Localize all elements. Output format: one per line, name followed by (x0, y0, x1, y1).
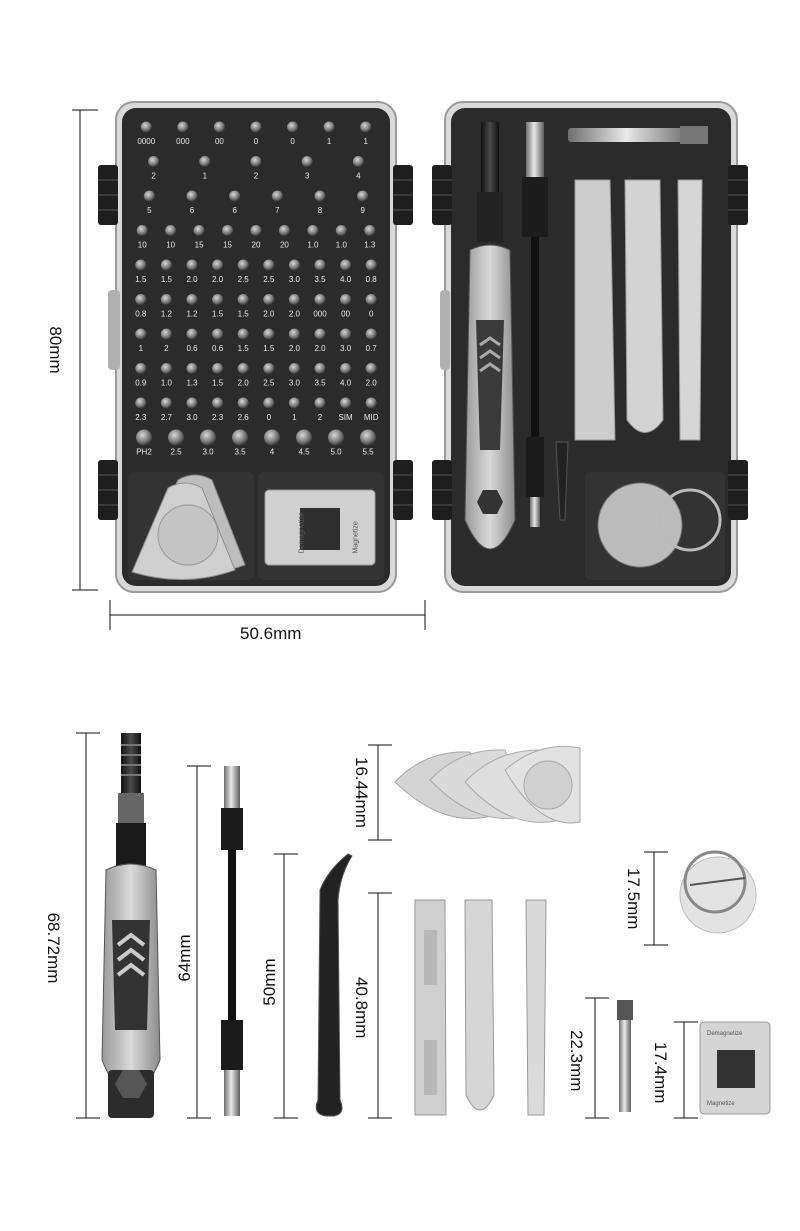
bit-size-label: 0 (368, 309, 374, 319)
bit-size-label: 3.5 (234, 447, 246, 457)
bit-size-label: 2.0 (365, 378, 377, 388)
bit-socket (336, 225, 347, 236)
bit-socket (177, 122, 188, 133)
bit-socket (199, 156, 210, 167)
bit-size-label: 1 (363, 137, 368, 146)
bit-size-label: 2.0 (288, 344, 300, 353)
bit-size-label: 6 (189, 206, 195, 215)
bit-socket (238, 398, 249, 409)
bit-size-label: 0000 (137, 137, 156, 146)
magnetizer-block-magnetize-label: Magnetize (707, 1101, 735, 1107)
bit-size-label: 3 (304, 171, 310, 181)
bit-size-label: 0.9 (135, 378, 147, 388)
bit-size-label: 2 (151, 171, 156, 181)
bit-socket (251, 225, 262, 236)
bit-socket (212, 398, 223, 409)
bit-size-label: 000 (313, 309, 327, 319)
bit-size-label: 00 (341, 309, 351, 319)
bit-socket (251, 156, 262, 167)
bit-size-label: 20 (251, 240, 261, 250)
bit-socket (340, 363, 351, 374)
bit-socket (148, 156, 159, 167)
bit-size-label: 1.5 (237, 344, 249, 353)
precision-screwdriver (102, 733, 160, 1118)
bit-size-label: 1.0 (160, 378, 172, 388)
bit-size-label: SIM (338, 413, 353, 422)
bit-socket (263, 363, 274, 374)
bit-size-label: 0.7 (365, 344, 377, 353)
bit-socket (187, 398, 198, 409)
bit-size-label: 2.5 (263, 378, 275, 388)
bit-socket (340, 398, 351, 409)
bit-socket (229, 191, 240, 202)
bit-size-label: 1.0 (307, 240, 319, 250)
bit-socket (357, 191, 368, 202)
bit-size-label: 2.0 (288, 309, 300, 319)
bit-socket (315, 363, 326, 374)
bit-size-label: 3.5 (314, 378, 326, 388)
bit-size-label: 1.5 (160, 275, 172, 284)
bit-socket (212, 294, 223, 305)
bit-size-label: MID (363, 413, 379, 422)
bit-socket (161, 398, 172, 409)
bit-adapter-in-case (568, 126, 708, 144)
bit-socket (366, 398, 377, 409)
bit-size-label: 1.5 (263, 344, 275, 353)
bit-size-label: 4 (269, 447, 275, 457)
bit-size-label: 4.0 (340, 275, 352, 284)
bit-size-label: 1.5 (237, 309, 249, 319)
bit-socket (296, 430, 312, 446)
bit-size-label: 3.5 (314, 275, 326, 284)
case-width-label: 50.6mm (240, 624, 302, 643)
bit-socket (187, 191, 198, 202)
bit-socket (214, 122, 225, 133)
bit-socket (136, 430, 152, 446)
bit-size-label: 2 (317, 413, 323, 422)
bit-size-label: 0.8 (365, 275, 377, 284)
bit-size-label: 00 (214, 137, 224, 146)
bit-socket (360, 122, 371, 133)
bit-size-label: 1.3 (186, 378, 198, 388)
bit-socket (187, 260, 198, 271)
bit-size-label: 0.6 (212, 344, 224, 353)
bit-size-label: PH2 (136, 447, 152, 457)
bit-size-label: 10 (166, 240, 176, 250)
bit-socket (263, 329, 274, 340)
bit-size-label: 1 (326, 137, 332, 146)
case-height-label: 80mm (46, 326, 65, 374)
bit-socket (187, 363, 198, 374)
bit-size-label: 3.0 (340, 344, 352, 353)
left-case (98, 102, 413, 592)
bit-socket (187, 294, 198, 305)
bit-size-label: 1.2 (186, 309, 198, 319)
bit-size-label: 20 (279, 240, 289, 250)
bit-size-label: 2.0 (314, 344, 326, 353)
tweezers-length-label: 50mm (260, 958, 279, 1006)
bit-socket (161, 329, 172, 340)
magnetizer-block-demagnetize-label: Demagnetize (707, 1031, 743, 1037)
bit-socket (212, 329, 223, 340)
bit-socket (289, 260, 300, 271)
bit-socket (328, 430, 344, 446)
bit-socket (353, 156, 364, 167)
bit-socket (168, 430, 184, 446)
bit-socket (135, 329, 146, 340)
bit-size-label: 9 (360, 206, 365, 215)
bit-socket (187, 329, 198, 340)
bit-socket (194, 225, 205, 236)
hex-bit-adapter (617, 1000, 633, 1112)
bit-size-label: 2.5 (170, 447, 182, 457)
bit-socket (279, 225, 290, 236)
bit-socket (135, 363, 146, 374)
bit-size-label: 5.0 (330, 447, 342, 457)
bit-size-label: 0 (266, 413, 272, 422)
opening-picks-set (395, 746, 580, 823)
bit-socket (340, 329, 351, 340)
screwdriver-length-label: 68.72mm (44, 912, 63, 984)
bit-socket (212, 260, 223, 271)
bit-size-label: 1 (202, 171, 208, 181)
bit-size-label: 1 (138, 344, 144, 353)
bit-size-label: 0 (290, 137, 295, 146)
magnetizer-demagnetize-label: Demagnetize (298, 512, 306, 554)
bit-size-label: 6 (232, 206, 237, 215)
spudgers-in-case (575, 180, 702, 440)
bit-socket (289, 294, 300, 305)
bit-socket (272, 191, 283, 202)
bit-size-label: 4.0 (340, 378, 352, 388)
bit-socket (315, 398, 326, 409)
bit-socket (315, 191, 326, 202)
bit-socket (141, 122, 152, 133)
bit-size-label: 2.7 (160, 413, 172, 422)
bit-socket (340, 294, 351, 305)
bit-size-label: 2.3 (135, 413, 147, 422)
bit-socket (366, 294, 377, 305)
picks-length-label: 16.44mm (352, 757, 371, 828)
bit-socket (263, 294, 274, 305)
right-case (432, 102, 748, 592)
bit-socket (366, 329, 377, 340)
bit-socket (238, 329, 249, 340)
bit-socket (161, 363, 172, 374)
bit-size-label: 5.5 (362, 447, 374, 457)
bit-size-label: 2.5 (237, 275, 249, 284)
extension-rod-length-label: 64mm (175, 934, 194, 982)
bit-size-label: 1.5 (212, 309, 224, 319)
magnetizer-magnetize-label: Magnetize (352, 521, 360, 554)
bit-size-label: 8 (317, 206, 323, 215)
bit-size-label: 0 (253, 137, 259, 146)
bit-size-label: 1.3 (364, 240, 376, 250)
bit-size-label: 7 (275, 206, 280, 215)
bit-socket (315, 294, 326, 305)
bit-size-label: 1.5 (135, 275, 147, 284)
bit-size-label: 2 (253, 171, 259, 181)
bit-socket (315, 329, 326, 340)
bit-socket (366, 363, 377, 374)
bit-socket (315, 260, 326, 271)
bit-socket (238, 363, 249, 374)
bit-socket (360, 430, 376, 446)
bit-size-label: 15 (194, 240, 204, 250)
bit-size-label: 15 (223, 240, 233, 250)
bit-socket (144, 191, 155, 202)
bit-socket (135, 398, 146, 409)
bit-size-label: 2.0 (263, 309, 275, 319)
bit-size-label: 3.0 (288, 275, 300, 284)
bit-socket (289, 398, 300, 409)
bit-size-label: 1.5 (212, 378, 224, 388)
bit-socket (165, 225, 176, 236)
bit-size-label: 2.0 (212, 275, 224, 284)
bit-socket (161, 294, 172, 305)
bit-socket (200, 430, 216, 446)
bit-socket (340, 260, 351, 271)
bit-size-label: 10 (137, 240, 147, 250)
bit-socket (137, 225, 148, 236)
bit-size-label: 0.6 (186, 344, 198, 353)
bit-socket (307, 225, 318, 236)
bit-size-label: 3.0 (202, 447, 214, 457)
bit-size-label: 4.5 (298, 447, 310, 457)
bit-size-label: 4 (356, 171, 361, 181)
bit-socket (212, 363, 223, 374)
bit-size-label: 2.3 (212, 413, 224, 422)
bit-size-label: 5 (147, 206, 152, 215)
bit-socket (161, 260, 172, 271)
bit-size-label: 3.0 (186, 413, 198, 422)
spudgers-length-label: 40.8mm (352, 977, 371, 1039)
magnetizer-length-label: 17.4mm (651, 1042, 670, 1104)
bit-size-label: 000 (176, 137, 190, 146)
bit-size-label: 2 (164, 344, 169, 353)
suction-cup-ring (680, 852, 756, 933)
bit-socket (289, 329, 300, 340)
bit-socket (263, 398, 274, 409)
bit-size-label: 2.5 (263, 275, 275, 284)
bit-socket (251, 122, 262, 133)
bit-socket (324, 122, 335, 133)
spudger-tools (415, 900, 546, 1115)
bit-socket (263, 260, 274, 271)
suction-cup-length-label: 17.5mm (624, 868, 643, 930)
bit-socket (364, 225, 375, 236)
bit-socket (238, 294, 249, 305)
bit-socket (222, 225, 233, 236)
bit-size-label: 1.0 (335, 240, 347, 250)
bit-size-label: 2.6 (237, 413, 249, 422)
bit-socket (135, 260, 146, 271)
bit-socket (287, 122, 298, 133)
bit-socket (238, 260, 249, 271)
bit-size-label: 1.2 (160, 309, 172, 319)
bit-size-label: 3.0 (288, 378, 300, 388)
tweezers (316, 854, 352, 1116)
bit-socket (264, 430, 280, 446)
bit-size-label: 0.8 (135, 309, 147, 319)
bit-size-label: 1 (292, 413, 297, 422)
bit-socket (302, 156, 313, 167)
bit-socket (366, 260, 377, 271)
bit-adapter-length-label: 22.3mm (567, 1030, 586, 1092)
bit-size-label: 2.0 (186, 275, 198, 284)
bit-socket (135, 294, 146, 305)
component-dimension-lines (76, 733, 698, 1118)
bit-socket (232, 430, 248, 446)
bit-size-label: 2.0 (237, 378, 249, 388)
bit-socket (289, 363, 300, 374)
extension-rod (221, 766, 243, 1116)
